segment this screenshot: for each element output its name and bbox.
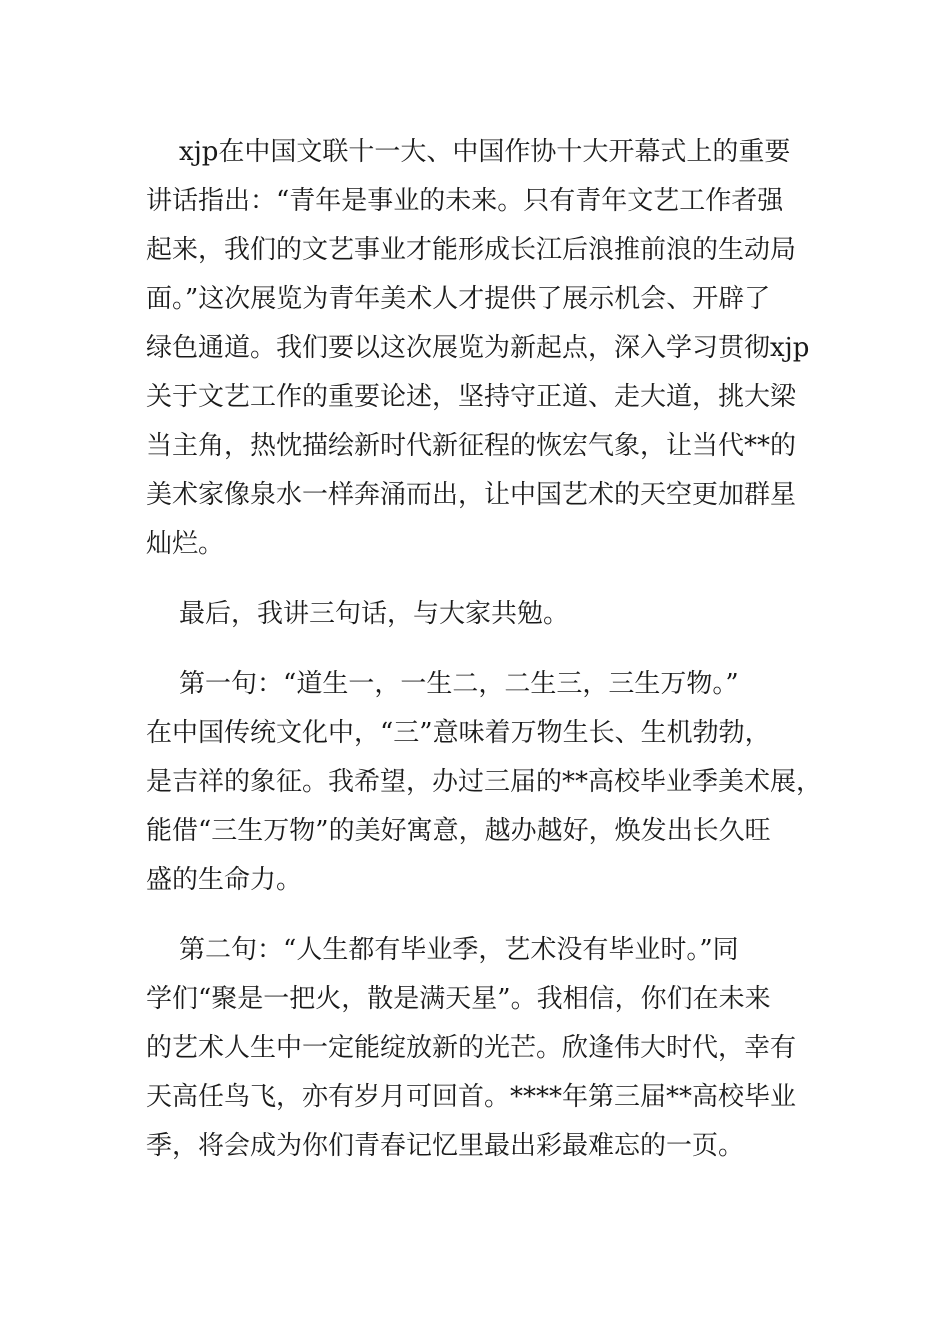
text-line: 盛的生命力。 [146,865,303,895]
text-line: 是吉祥的象征。我希望，办过三届的**高校毕业季美术展， [146,767,823,797]
text-line: 学们“聚是一把火，散是满天星”。我相信，你们在未来 [146,984,771,1014]
text-line: 灿烂。 [146,529,225,559]
paragraph-closing-intro [146,590,806,639]
text-line: 季，将会成为你们青春记忆里最出彩最难忘的一页。 [146,1131,745,1161]
text-line: 当主角，热忱描绘新时代新征程的恢宏气象，让当代**的 [146,431,797,461]
text-line: 关于文艺工作的重要论述，坚持守正道、走大道，挑大梁 [146,382,797,412]
text-line: xjp在中国文联十一大、中国作协十大开幕式上的重要 [146,137,791,167]
text-line: 第一句：“道生一，一生二，二生三，三生万物。” [146,669,739,699]
paragraph-spacer [146,569,806,590]
text-line: 天高任鸟飞，亦有岁月可回首。****年第三届**高校毕业 [146,1082,797,1112]
text-line: 最后，我讲三句话，与大家共勉。 [146,599,570,629]
text-line: 在中国传统文化中，“三”意味着万物生长、生机勃勃， [146,718,771,748]
text-line: 起来，我们的文艺事业才能形成长江后浪推前浪的生动局 [146,235,797,265]
text-line: 美术家像泉水一样奔涌而出，让中国艺术的天空更加群星 [146,480,797,510]
text-line: 绿色通道。我们要以这次展览为新起点，深入学习贯彻xjp [146,333,810,363]
text-line: 讲话指出：“青年是事业的未来。只有青年文艺工作者强 [146,186,784,216]
text-line: 的艺术人生中一定能绽放新的光芒。欣逢伟大时代，幸有 [146,1033,797,1063]
paragraph-second-sentence [146,926,806,1171]
text-line: 面。”这次展览为青年美术人才提供了展示机会、开辟了 [146,284,771,314]
paragraph-xjp-speech [146,128,810,569]
text-line: 能借“三生万物”的美好寓意，越办越好，焕发出长久旺 [146,816,771,846]
document-body [146,128,823,1171]
text-line: 第二句：“人生都有毕业季，艺术没有毕业时。”同 [146,935,739,965]
paragraph-first-sentence [146,660,823,905]
paragraph-spacer [146,639,806,660]
paragraph-spacer [146,905,806,926]
